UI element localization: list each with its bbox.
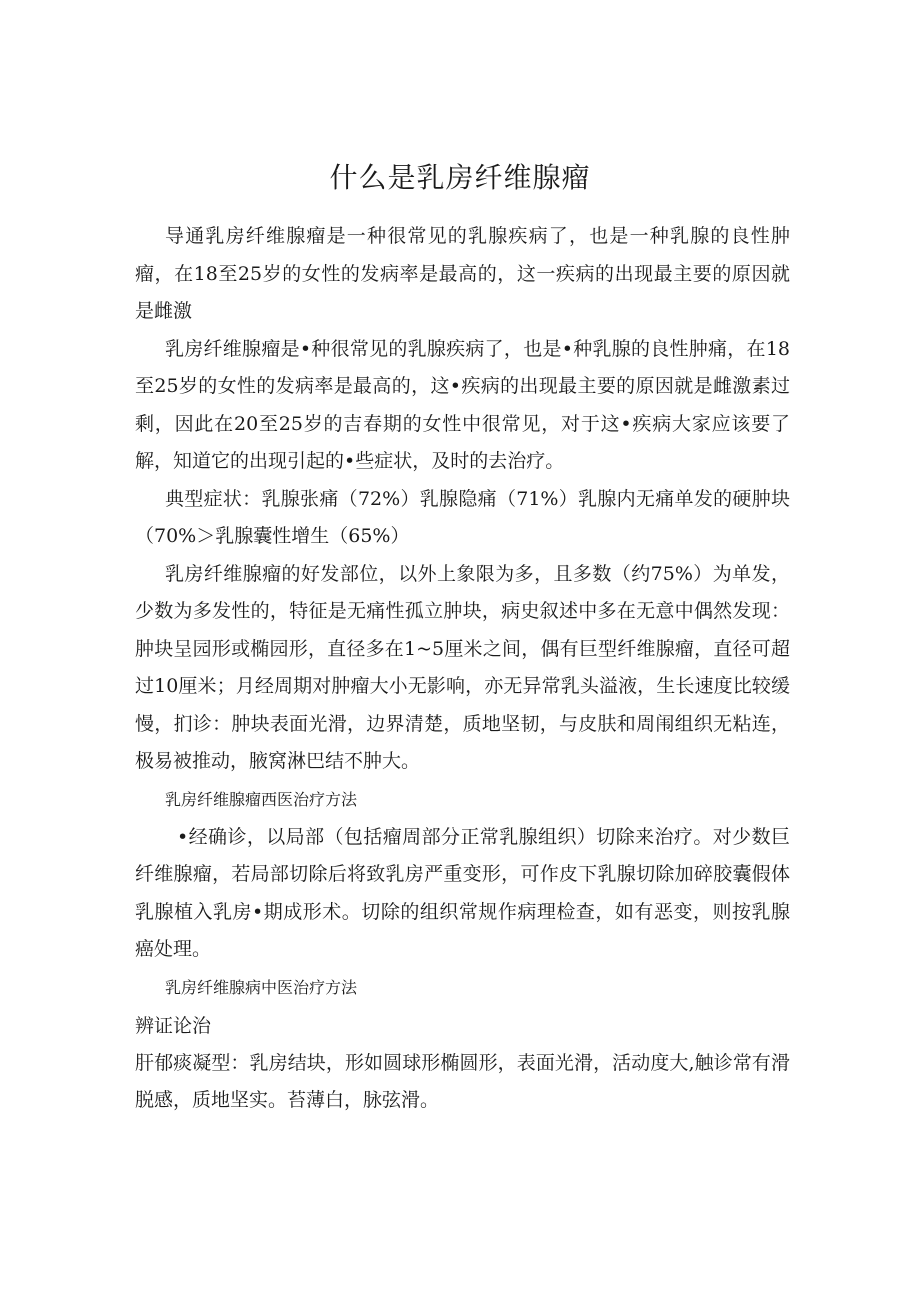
paragraph-location: 乳房纤维腺瘤的好发部位，以外上象限为多，且多数（约75%）为单发，少数为多发性的，特征是无痛性孤立肿块，病史叙述中多在无意中偶然发现：肿块呈园形或椭园形，直径多在1~5厘米之间，偶有巨型纤维腺瘤，直径可超过10厘米；月经周期对肿瘤大小无影响，亦无异常乳头溢液，生长速度比较缓慢，扪诊：肿块表面光滑，边界清楚，质地坚韧，与皮肤和周闱组织无粘连，极易被推动，腋窝淋巴结不肿大。 <box>135 562 790 772</box>
section-heading-western: 乳房纤维腺瘤西医治疗方法 <box>165 789 358 809</box>
paragraph-chinese-treatment: 肝郁痰凝型：乳房结块，形如圆球形椭圆形，表面光滑，活动度大,触诊常有滑脱感，质地坚实。苔薄白，脉弦滑。 <box>135 1051 790 1111</box>
paragraph-symptoms: 典型症状：乳腺张痛（72%）乳腺隐痛（71%）乳腺内无痛单发的硬肿块（70%＞乳腺囊性增生（65%） <box>135 487 790 547</box>
paragraph-overview: 乳房纤维腺瘤是•种很常见的乳腺疾病了，也是•种乳腺的良性肿痛，在18至25岁的女性的发病率是最高的，这•疾病的出现最主要的原因就是雌激素过剩，因此在20至25岁的吉春期的女性中很常见，对于这•疾病大家应该要了解，知道它的出现引起的•些症状，及时的去治疗。 <box>135 337 790 472</box>
subheading-syndrome-differentiation <box>135 1007 790 1045</box>
subheading-text: 辨证论治 <box>135 1014 212 1037</box>
document-body <box>135 218 790 1120</box>
paragraph-intro: 导通乳房纤维腺瘤是一种很常见的乳腺疾病了，也是一种乳腺的良性肿瘤，在18至25岁的女性的发病率是最高的，这一疾病的出现最主要的原因就是雌激 <box>135 225 790 322</box>
section-heading-chinese: 乳房纤维腺病中医治疗方法 <box>165 977 358 997</box>
page-title: 什么是乳房纤维腺瘤 <box>329 161 591 194</box>
paragraph-western-treatment: •经确诊，以局部（包括瘤周部分正常乳腺组织）切除来治疗。对少数巨纤维腺瘤，若局部切除后将致乳房严重变形，可作皮下乳腺切除加碎胶囊假体乳腺植入乳房•期成形术。切除的组织常规作病理检查，如有恶变，则按乳腺癌处理。 <box>135 825 790 960</box>
